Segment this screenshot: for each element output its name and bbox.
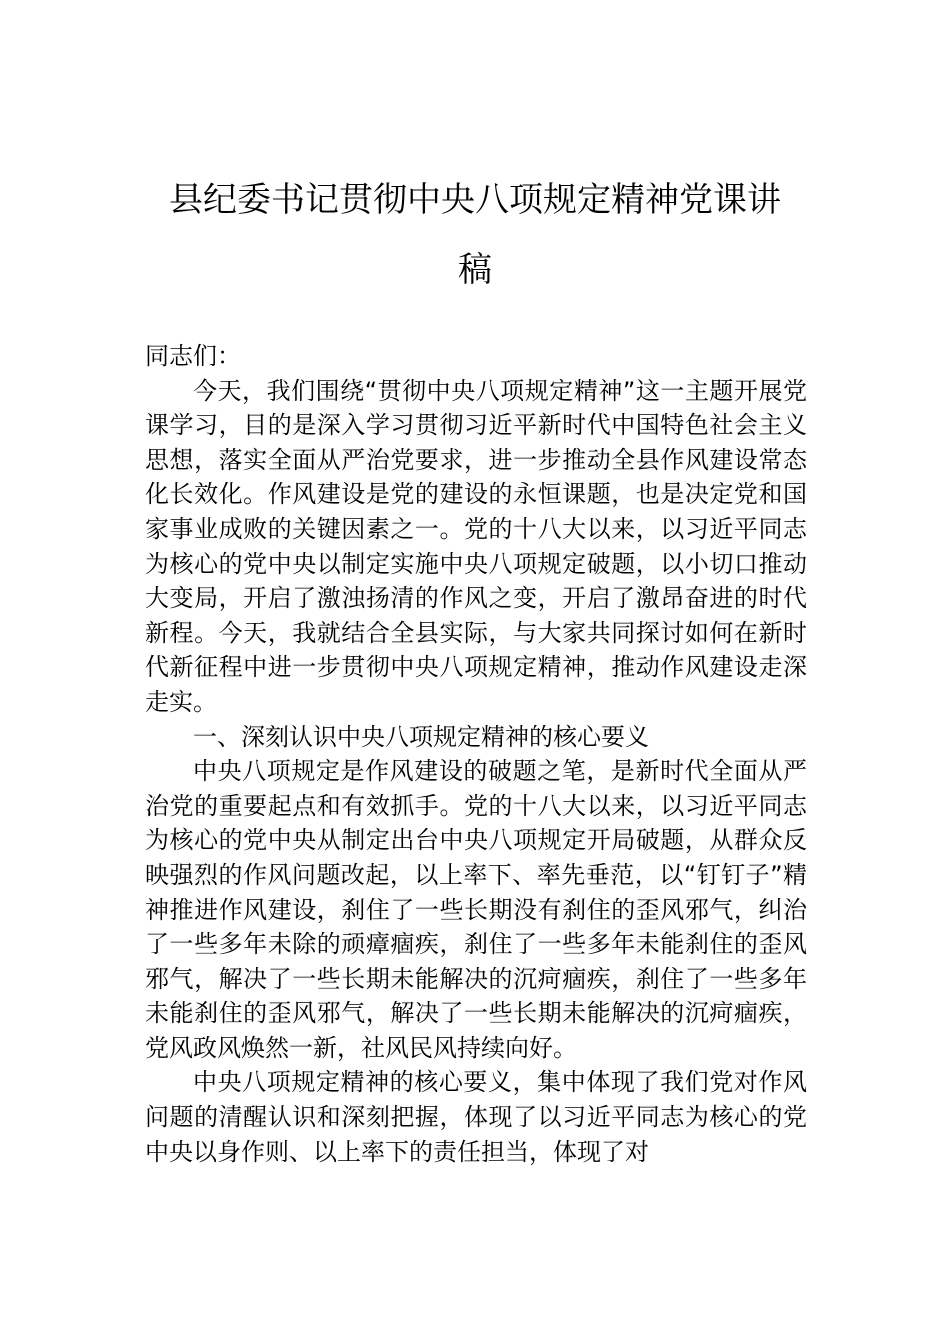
document-title-line-1: 县纪委书记贯彻中央八项规定精神党课讲: [169, 180, 781, 220]
salutation: 同志们：: [145, 342, 241, 370]
paragraph-intro: 今天，我们围绕“贯彻中央八项规定精神”这一主题开展党课学习，目的是深入学习贯彻习近平新时代中国特色社会主义思想，落实全面从严治党要求，进一步推动全县作风建设常态化长效化。作风建设是党的建设的永恒课题，也是决定党和国家事业成败的关键因素之一。党的十八大以来，以习近平同志为核心的党中央以制定实施中央八项规定破题，以小切口推动大变局，开启了激浊扬清的作风之变，开启了激昂奋进的时代新程。今天，我就结合全县实际，与大家共同探讨如何在新时代新征程中进一步贯彻中央八项规定精神，推动作风建设走深走实。: [145, 376, 807, 716]
paragraph-section-1-a: 中央八项规定是作风建设的破题之笔，是新时代全面从严治党的重要起点和有效抓手。党的十八大以来，以习近平同志为核心的党中央从制定出台中央八项规定开局破题，从群众反映强烈的作风问题改起，以上率下、率先垂范，以“钉钉子”精神推进作风建设，刹住了一些长期没有刹住的歪风邪气，纠治了一些多年未除的顽瘴痼疾，刹住了一些多年未能刹住的歪风邪气，解决了一些长期未能解决的沉疴痼疾，刹住了一些多年未能刹住的歪风邪气，解决了一些长期未能解决的沉疴痼疾，党风政风焕然一新，社风民风持续向好。: [145, 757, 807, 1062]
section-heading-1: 一、深刻认识中央八项规定精神的核心要义: [193, 722, 649, 751]
document-title-line-2: 稿: [458, 250, 492, 290]
document-body: [145, 339, 807, 1169]
paragraph-section-1-b: 中央八项规定精神的核心要义，集中体现了我们党对作风问题的清醒认识和深刻把握，体现了以习近平同志为核心的党中央以身作则、以上率下的责任担当，体现了对: [145, 1068, 807, 1166]
